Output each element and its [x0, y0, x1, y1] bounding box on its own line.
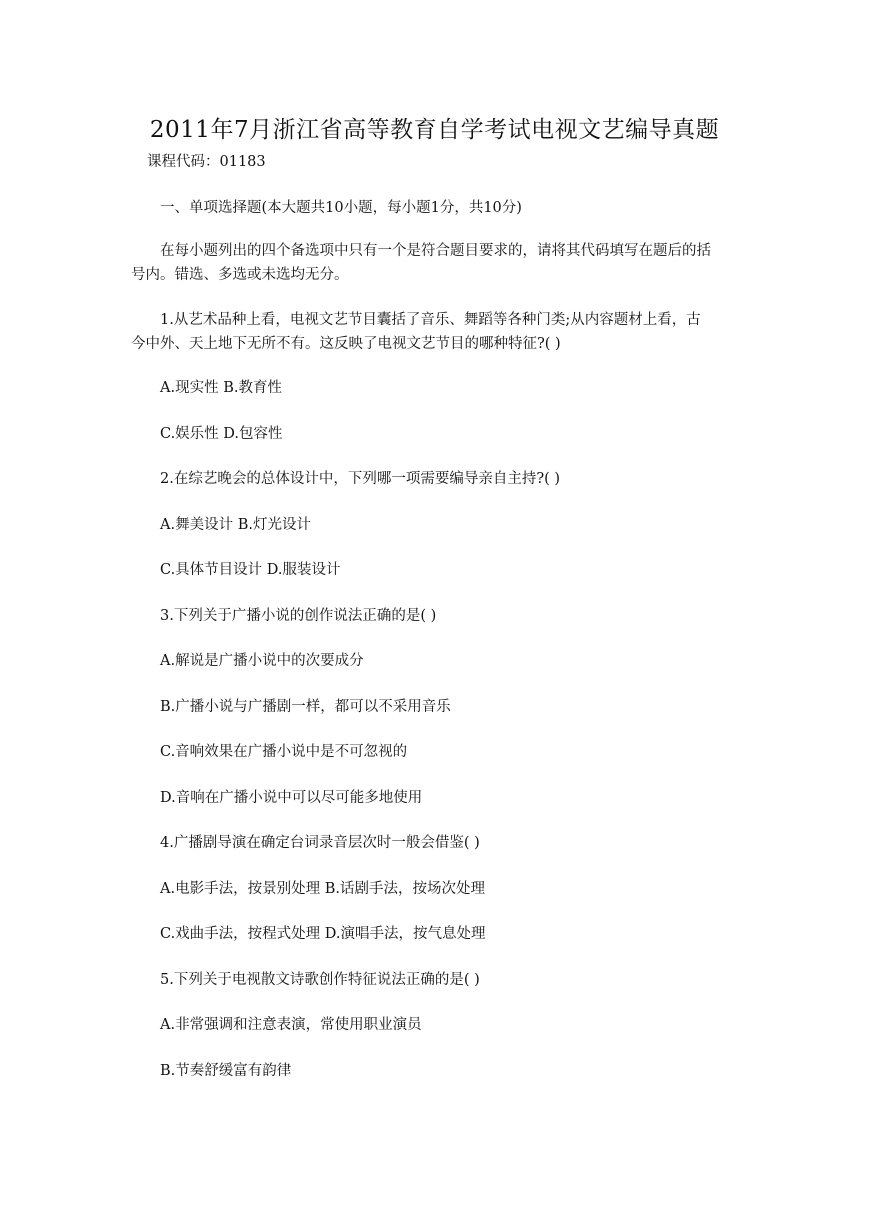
question-3-option-c: C.音响效果在广播小说中是不可忽视的 — [160, 744, 408, 760]
document-title: 2011年7月浙江省高等教育自学考试电视文艺编导真题 — [149, 117, 720, 143]
question-1-options-cd: C.娱乐性 D.包容性 — [160, 426, 283, 442]
instructions-line-2: 号内。错选、多选或未选均无分。 — [131, 267, 349, 283]
question-3-option-d: D.音响在广播小说中可以尽可能多地使用 — [160, 790, 423, 806]
question-3-option-b: B.广播小说与广播剧一样，都可以不采用音乐 — [160, 699, 451, 715]
question-3: 3.下列关于广播小说的创作说法正确的是( ) — [160, 608, 437, 624]
question-5-option-a: A.非常强调和注意表演，常使用职业演员 — [160, 1017, 422, 1033]
question-4-options-cd: C.戏曲手法，按程式处理 D.演唱手法，按气息处理 — [160, 926, 486, 942]
question-2-options-ab: A.舞美设计 B.灯光设计 — [160, 517, 311, 533]
instructions-line-1: 在每小题列出的四个备选项中只有一个是符合题目要求的，请将其代码填写在题后的括 — [160, 243, 711, 259]
question-3-option-a: A.解说是广播小说中的次要成分 — [160, 653, 364, 669]
question-5-option-b: B.节奏舒缓富有韵律 — [160, 1063, 292, 1079]
question-4: 4.广播剧导演在确定台词录音层次时一般会借鉴( ) — [160, 835, 480, 851]
course-code: 课程代码：01183 — [147, 154, 266, 170]
question-5: 5.下列关于电视散文诗歌创作特征说法正确的是( ) — [160, 972, 480, 988]
question-1-line-2: 今中外、天上地下无所不有。这反映了电视文艺节目的哪种特征?( ) — [131, 336, 561, 352]
question-2-options-cd: C.具体节目设计 D.服装设计 — [160, 562, 341, 578]
question-1-line-1: 1.从艺术品种上看，电视文艺节目囊括了音乐、舞蹈等各种门类;从内容题材上看，古 — [160, 312, 701, 328]
question-1-options-ab: A.现实性 B.教育性 — [160, 380, 282, 396]
question-2: 2.在综艺晚会的总体设计中，下列哪一项需要编导亲自主持?( ) — [160, 471, 561, 487]
question-4-options-ab: A.电影手法，按景别处理 B.话剧手法，按场次处理 — [160, 881, 485, 897]
section-heading: 一、单项选择题(本大题共10小题，每小题1分，共10分) — [160, 200, 522, 216]
